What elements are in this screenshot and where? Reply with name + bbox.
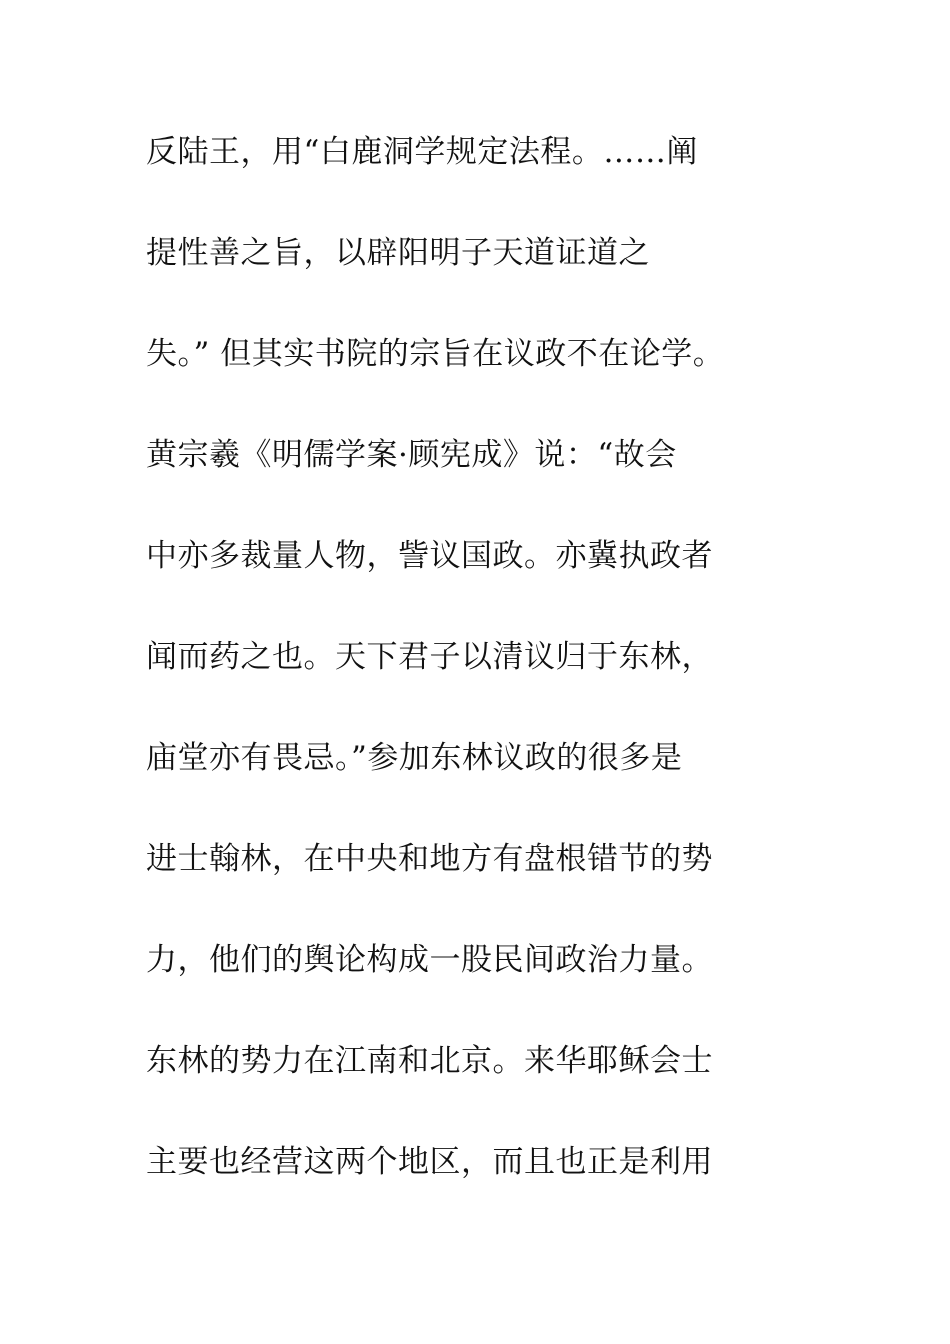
text-line: 反陆王，用“白鹿洞学规定法程。……阐	[146, 134, 698, 170]
body-text	[146, 120, 866, 1231]
text-line: 黄宗羲《明儒学案·顾宪成》说：“故会	[146, 437, 677, 473]
text-line: 力，他们的舆论构成一股民间政治力量。	[146, 942, 713, 978]
text-line: 闻而药之也。天下君子以清议归于东林，	[146, 639, 713, 675]
text-line: 庙堂亦有畏忌。”参加东林议政的很多是	[146, 740, 683, 776]
text-line: 失。” 但其实书院的宗旨在议政不在论学。	[146, 336, 725, 372]
text-line: 中亦多裁量人物，訾议国政。亦冀执政者	[146, 538, 713, 574]
text-line: 进士翰林，在中央和地方有盘根错节的势	[146, 841, 713, 877]
text-line: 提性善之旨，以辟阳明子天道证道之	[146, 235, 650, 271]
text-line: 主要也经营这两个地区，而且也正是利用	[146, 1144, 713, 1180]
text-line: 东林的势力在江南和北京。来华耶稣会士	[146, 1043, 713, 1079]
